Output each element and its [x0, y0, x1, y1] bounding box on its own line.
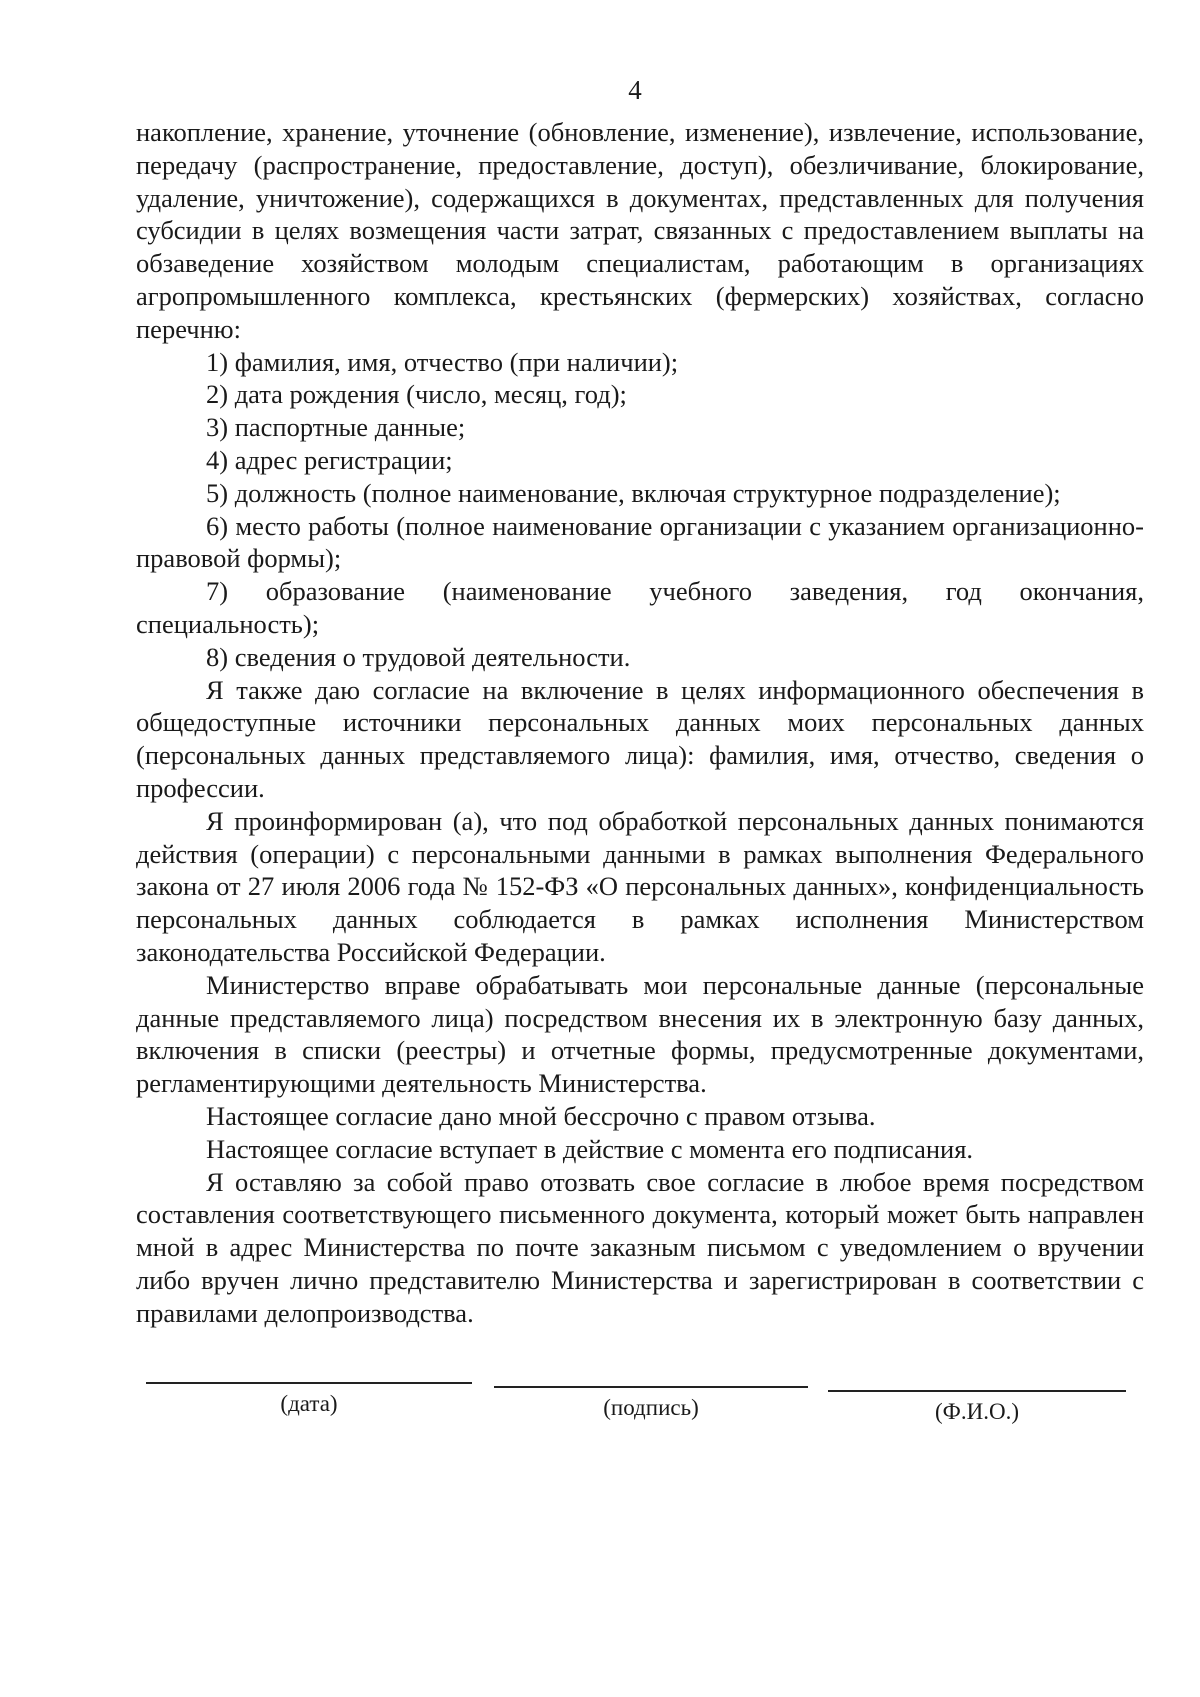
date-caption: (дата)	[280, 1391, 338, 1416]
document-body	[136, 116, 1144, 1329]
page-number: 4	[628, 75, 642, 105]
signature-field[interactable]	[494, 1386, 808, 1422]
list-item-6: 6) место работы (полное наименование организации с указанием организационно-правовой формы);	[136, 510, 1144, 574]
list-item-3: 3) паспортные данные;	[206, 412, 466, 443]
signature-line	[494, 1386, 808, 1388]
date-line	[146, 1382, 472, 1384]
term-paragraph: Настоящее согласие дано мной бессрочно с правом отзыва.	[206, 1100, 876, 1131]
intro-paragraph: накопление, хранение, уточнение (обновление, изменение), извлечение, использование, передачу (распространение, предоставление, доступ), обезличивание, блокирование, удаление, уничтожение), содержащихся в документах, представленных для получения субсидии в целях возмещения части затрат, связанных с предоставлением выплаты на обзаведение хозяйством молодым специалистам, работающим в организациях агропромышленного комплекса, крестьянских (фермерских) хозяйствах, согласно перечню:	[136, 117, 1144, 344]
ministry-rights-paragraph: Министерство вправе обрабатывать мои персональные данные (персональные данные представляемого лица) посредством внесения их в электронную базу данных, включения в списки (реестры) и отчетные формы, предусмотренные документами, регламентирующими деятельность Министерства.	[136, 969, 1144, 1099]
name-field[interactable]	[828, 1390, 1126, 1426]
list-item-4: 4) адрес регистрации;	[206, 444, 453, 475]
name-caption: (Ф.И.О.)	[935, 1399, 1019, 1424]
list-item-2: 2) дата рождения (число, месяц, год);	[206, 379, 627, 410]
informed-paragraph: Я проинформирован (а), что под обработкой персональных данных понимаются действия (операции) с персональными данными в рамках выполнения Федерального закона от 27 июля 2006 года № 152-ФЗ «О персональных данных», конфиденциальность персональных данных соблюдается в рамках исполнения Министерством законодательства Российской Федерации.	[136, 805, 1144, 967]
signature-block	[0, 1382, 1200, 1462]
consent-public-paragraph: Я также даю согласие на включение в целях информационного обеспечения в общедоступные источники персональных данных моих персональных данных (персональных данных представляемого лица): фамилия, имя, отчество, сведения о профессии.	[136, 674, 1144, 803]
date-field[interactable]	[146, 1382, 472, 1418]
signature-caption: (подпись)	[603, 1395, 699, 1420]
name-line	[828, 1390, 1126, 1392]
list-item-1: 1) фамилия, имя, отчество (при наличии);	[206, 346, 679, 377]
list-item-8: 8) сведения о трудовой деятельности.	[206, 641, 631, 672]
list-item-7: 7) образование (наименование учебного заведения, год окончания, специальность);	[136, 576, 1144, 639]
revocation-paragraph: Я оставляю за собой право отозвать свое согласие в любое время посредством составления соответствующего письменного документа, который может быть направлен мной в адрес Министерства по почте заказным письмом с уведомлением о вручении либо вручен лично представителю Министерства и зарегистрирован в соответствии с правилами делопроизводства.	[136, 1166, 1144, 1328]
effective-paragraph: Настоящее согласие вступает в действие с момента его подписания.	[206, 1133, 974, 1164]
list-item-5: 5) должность (полное наименование, включая структурное подразделение);	[206, 477, 1061, 508]
